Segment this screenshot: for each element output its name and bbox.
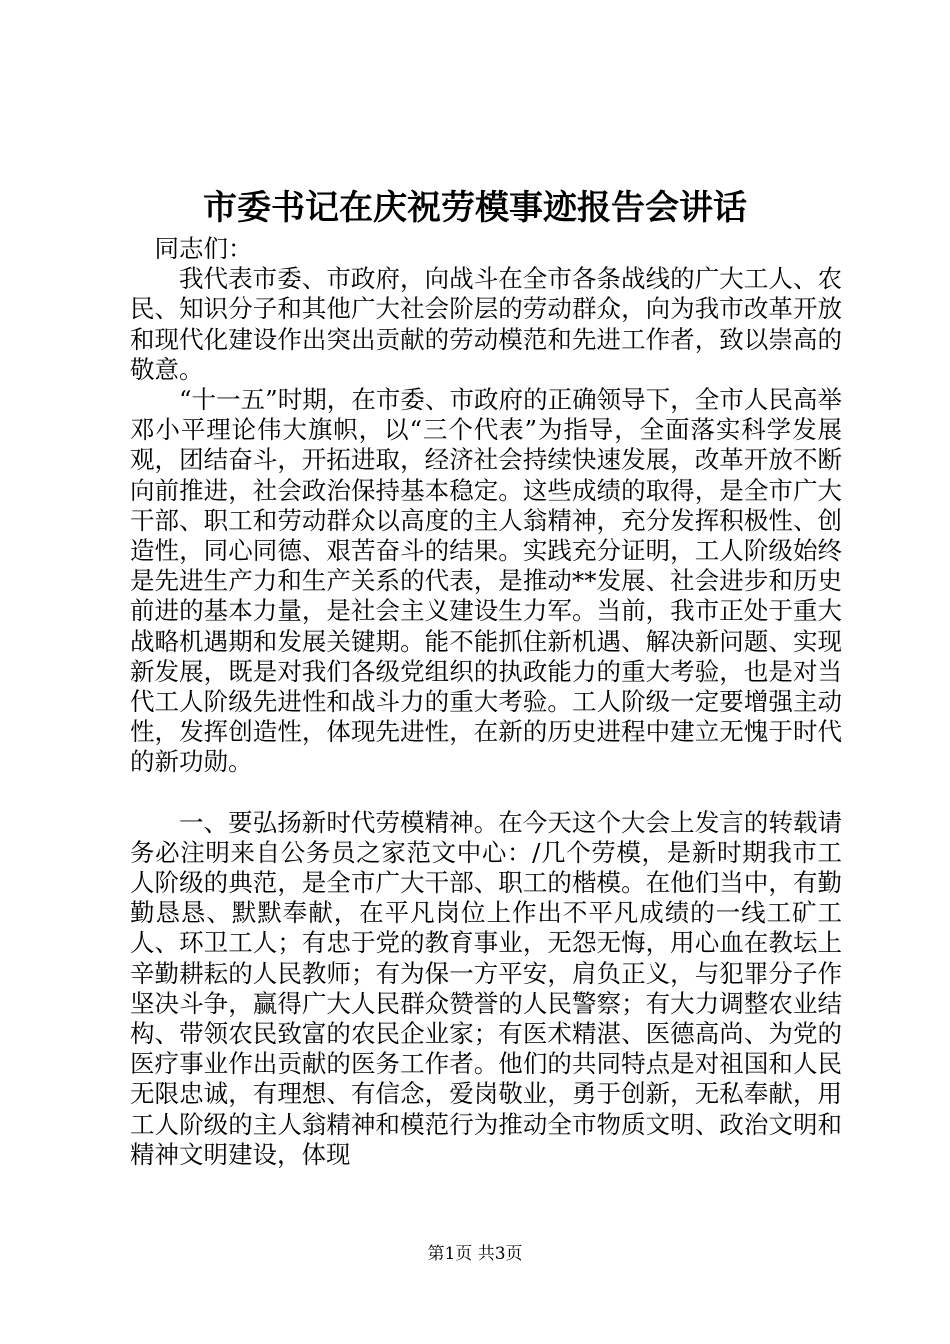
- page-footer: 第1页 共3页: [427, 1244, 523, 1264]
- paragraph-1: 我代表市委、市政府，向战斗在全市各条战线的广大工人、农民、知识分子和其他广大社会阶层的劳动群众，向为我市改革开放和现代化建设作出突出贡献的劳动模范和先进工作者，致以崇高的敬意。: [130, 264, 842, 384]
- paragraph-3: 一、要弘扬新时代劳模精神。在今天这个大会上发言的转载请务必注明来自公务员之家范文中心：/几个劳模，是新时期我市工人阶级的典范，是全市广大干部、职工的楷模。在他们当中，有勤勤恳恳、默默奉献，在平凡岗位上作出不平凡成绩的一线工矿工人、环卫工人；有忠于党的教育事业，无怨无悔，用心血在教坛上辛勤耕耘的人民教师；有为保一方平安，肩负正义，与犯罪分子作坚决斗争，赢得广大人民群众赞誉的人民警察；有大力调整农业结构、带领农民致富的农民企业家；有医术精湛、医德高尚、为党的医疗事业作出贡献的医务工作者。他们的共同特点是对祖国和人民无限忠诚，有理想、有信念，爱岗敬业，勇于创新，无私奉献，用工人阶级的主人翁精神和模范行为推动全市物质文明、政治文明和精神文明建设，体现: [130, 807, 842, 1169]
- document-title: 市委书记在庆祝劳模事迹报告会讲话: [203, 188, 747, 228]
- paragraph-2: “十一五”时期，在市委、市政府的正确领导下，全市人民高举邓小平理论伟大旗帜，以“三个代表”为指导，全面落实科学发展观，团结奋斗，开拓进取，经济社会持续快速发展，改革开放不断向前推进，社会政治保持基本稳定。这些成绩的取得，是全市广大干部、职工和劳动群众以高度的主人翁精神，充分发挥积极性、创造性，同心同德、艰苦奋斗的结果。实践充分证明，工人阶级始终是先进生产力和生产关系的代表，是推动**发展、社会进步和历史前进的基本力量，是社会主义建设生力军。当前，我市正处于重大战略机遇期和发展关键期。能不能抓住新机遇、解决新问题、实现新发展，既是对我们各级党组织的执政能力的重大考验，也是对当代工人阶级先进性和战斗力的重大考验。工人阶级一定要增强主动性，发挥创造性，体现先进性，在新的历史进程中建立无愧于时代的新功勋。: [130, 385, 842, 777]
- document-body: [130, 234, 842, 1170]
- greeting: 同志们：: [154, 234, 253, 263]
